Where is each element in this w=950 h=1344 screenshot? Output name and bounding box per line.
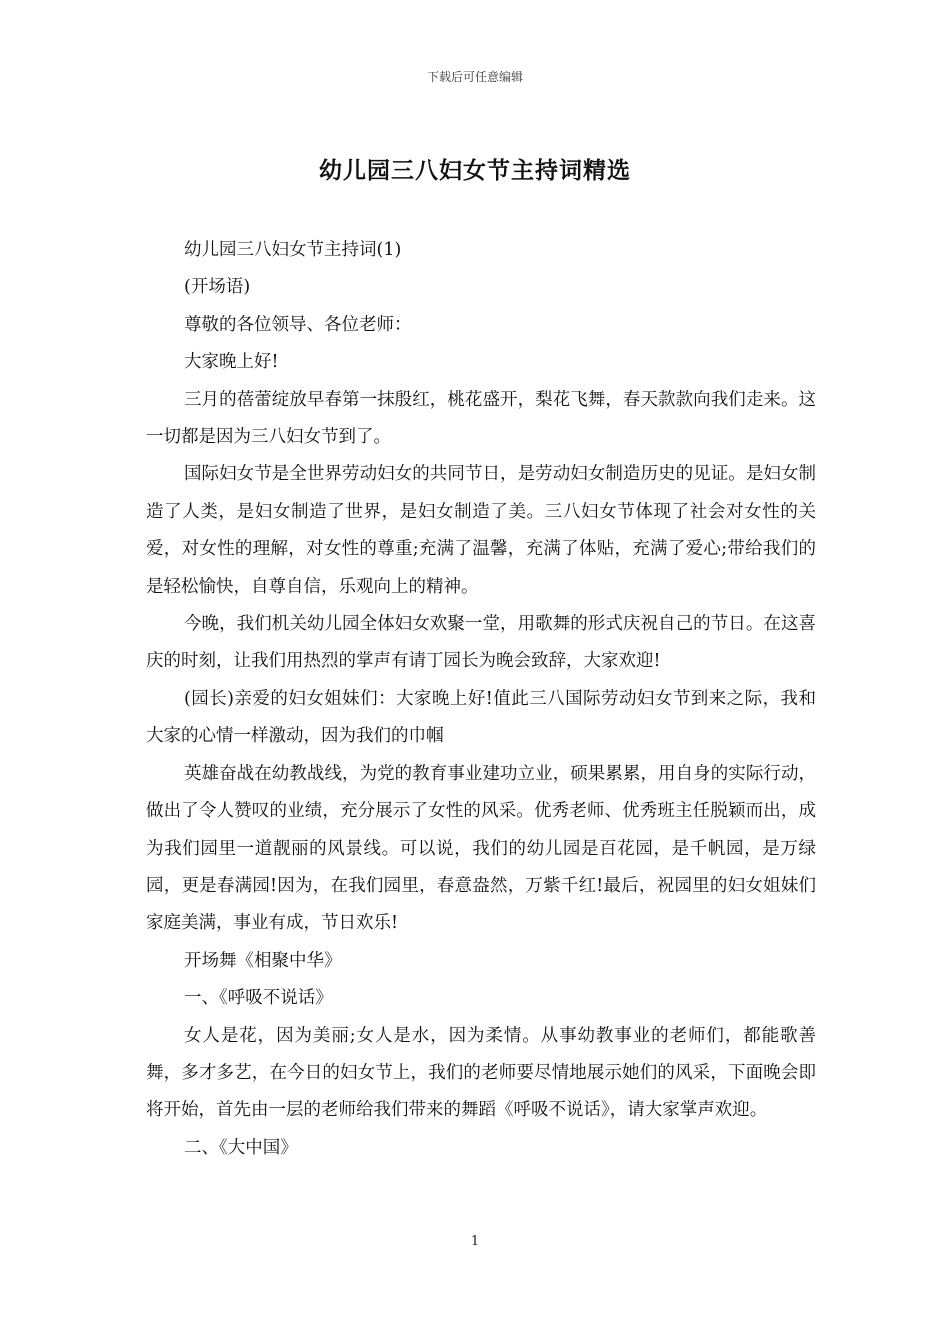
paragraph: (开场语): [184, 277, 251, 298]
paragraph: 今晚，我们机关幼儿园全体妇女欢聚一堂，用歌舞的形式庆祝自己的节日。在这喜庆的时刻，让我们用热烈的掌声有请丁园长为晚会致辞，大家欢迎!: [146, 614, 816, 672]
paragraph: 女人是花，因为美丽;女人是水，因为柔情。从事幼教事业的老师们，都能歌善舞，多才多艺，在今日的妇女节上，我们的老师要尽情地展示她们的风采，下面晚会即将开始，首先由一层的老师给我们带来的舞蹈《呼吸不说话》，请大家掌声欢迎。: [146, 1025, 816, 1121]
paragraph: 开场舞《相聚中华》: [184, 950, 342, 971]
paragraph: 国际妇女节是全世界劳动妇女的共同节日，是劳动妇女制造历史的见证。是妇女制造了人类，是妇女制造了世界，是妇女制造了美。三八妇女节体现了社会对女性的关爱，对女性的理解，对女性的尊重;充满了温馨，充满了体贴，充满了爱心;带给我们的是轻松愉快，自尊自信，乐观向上的精神。: [146, 464, 816, 597]
document-body: [146, 232, 816, 1167]
page-header: 下载后可任意编辑: [426, 70, 523, 84]
paragraph: 英雄奋战在幼教战线，为党的教育事业建功立业，硕果累累，用自身的实际行动，做出了令人赞叹的业绩，充分展示了女性的风采。优秀老师、优秀班主任脱颖而出，成为我们园里一道靓丽的风景线。可以说，我们的幼儿园是百花园，是千帆园，是万绿园，更是春满园!因为，在我们园里，春意盎然，万紫千红!最后，祝园里的妇女姐妹们家庭美满，事业有成，节日欢乐!: [146, 763, 816, 934]
paragraph: 一、《呼吸不说话》: [184, 988, 333, 1009]
paragraph: 大家晚上好!: [184, 352, 279, 373]
paragraph: 二、《大中国》: [184, 1137, 298, 1158]
paragraph: (园长)亲爱的妇女姐妹们：大家晚上好!值此三八国际劳动妇女节到来之际，我和大家的心情一样激动，因为我们的巾帼: [146, 688, 816, 747]
document-title: 幼儿园三八妇女节主持词精选: [319, 157, 631, 184]
paragraph: 三月的蓓蕾绽放早春第一抹殷红，桃花盛开，梨花飞舞，春天款款向我们走来。这一切都是因为三八妇女节到了。: [146, 389, 816, 448]
paragraph: 尊敬的各位领导、各位老师：: [184, 314, 412, 335]
paragraph: 幼儿园三八妇女节主持词(1): [184, 240, 402, 260]
page-number: 1: [470, 1234, 480, 1249]
